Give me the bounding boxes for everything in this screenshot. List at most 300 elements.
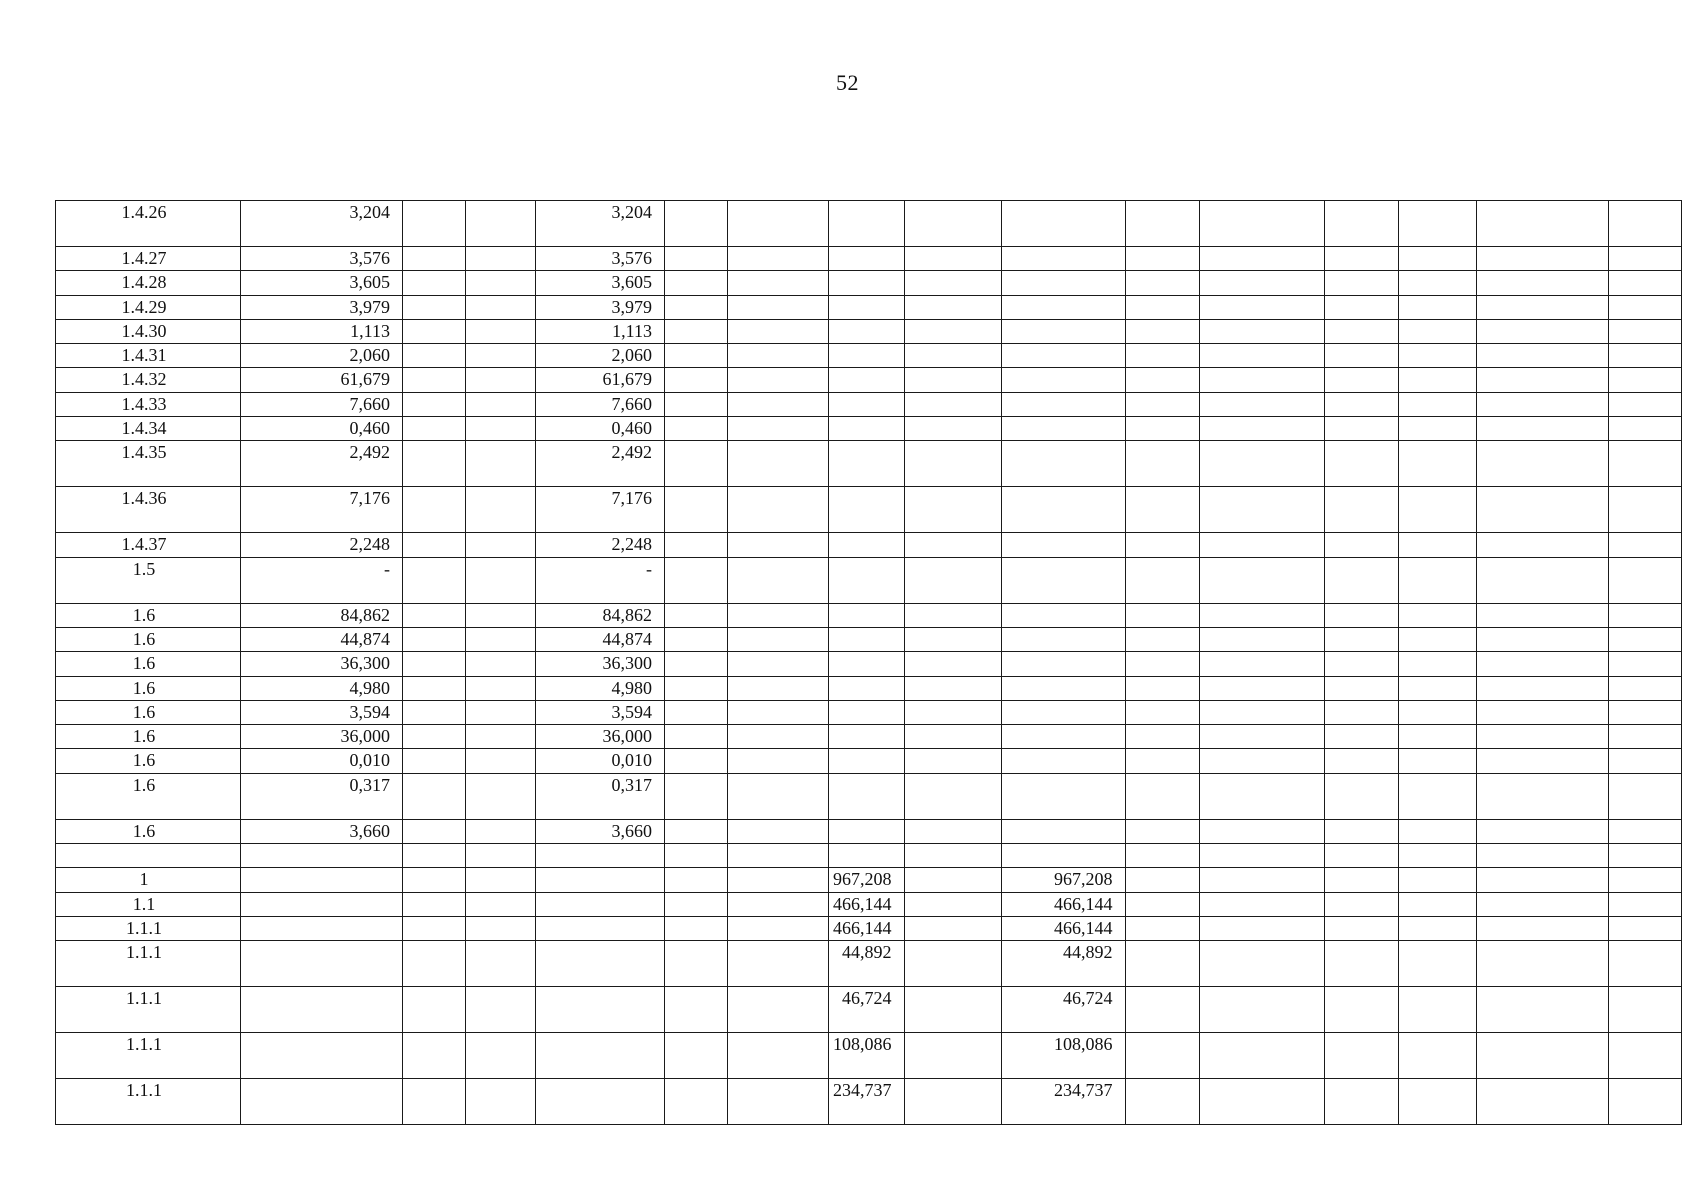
value-cell-v2 [536, 844, 665, 868]
empty-cell [1125, 868, 1199, 892]
empty-cell [466, 344, 536, 368]
value-cell-v3 [829, 344, 905, 368]
empty-cell [1398, 987, 1476, 1033]
empty-cell [1199, 749, 1324, 773]
empty-cell [403, 392, 466, 416]
row-code-cell: 1.6 [56, 700, 241, 724]
empty-cell [1324, 892, 1398, 916]
value-cell-v4 [1001, 392, 1125, 416]
empty-cell [466, 627, 536, 651]
empty-cell [904, 627, 1001, 651]
empty-cell [1125, 344, 1199, 368]
empty-cell [466, 987, 536, 1033]
value-cell-v2: 3,594 [536, 700, 665, 724]
empty-cell [466, 271, 536, 295]
table-row [56, 987, 1682, 1033]
value-cell-v4 [1001, 557, 1125, 603]
value-cell-v2: 0,460 [536, 417, 665, 441]
empty-cell [403, 773, 466, 819]
empty-cell [1608, 603, 1681, 627]
value-cell-v4: 967,208 [1001, 868, 1125, 892]
empty-cell [728, 603, 829, 627]
value-cell-v2: 7,176 [536, 487, 665, 533]
empty-cell [1125, 368, 1199, 392]
empty-cell [1324, 533, 1398, 557]
empty-cell [1608, 819, 1681, 843]
value-cell-v4 [1001, 819, 1125, 843]
value-cell-v4 [1001, 295, 1125, 319]
value-cell-v4 [1001, 487, 1125, 533]
empty-cell [904, 941, 1001, 987]
empty-cell [728, 247, 829, 271]
value-cell-v4 [1001, 700, 1125, 724]
empty-cell [1476, 1033, 1608, 1079]
empty-cell [1199, 1079, 1324, 1125]
row-code-cell: 1.4.29 [56, 295, 241, 319]
value-cell-v1 [241, 1079, 403, 1125]
empty-cell [1476, 652, 1608, 676]
empty-cell [1324, 271, 1398, 295]
row-code-cell: 1.4.36 [56, 487, 241, 533]
empty-cell [466, 295, 536, 319]
empty-cell [904, 201, 1001, 247]
value-cell-v2 [536, 987, 665, 1033]
empty-cell [1199, 941, 1324, 987]
table-row [56, 392, 1682, 416]
empty-cell [1199, 271, 1324, 295]
empty-cell [1608, 201, 1681, 247]
empty-cell [728, 557, 829, 603]
empty-cell [728, 441, 829, 487]
empty-cell [403, 417, 466, 441]
empty-cell [904, 868, 1001, 892]
empty-cell [1398, 700, 1476, 724]
value-cell-v3 [829, 271, 905, 295]
value-cell-v1: 0,460 [241, 417, 403, 441]
empty-cell [1125, 749, 1199, 773]
empty-cell [466, 844, 536, 868]
table-row [56, 749, 1682, 773]
value-cell-v3: 108,086 [829, 1033, 905, 1079]
empty-cell [665, 247, 728, 271]
empty-cell [1476, 916, 1608, 940]
value-cell-v1: 3,204 [241, 201, 403, 247]
empty-cell [1608, 417, 1681, 441]
empty-cell [1199, 392, 1324, 416]
value-cell-v3 [829, 749, 905, 773]
value-cell-v2: 3,576 [536, 247, 665, 271]
empty-cell [904, 749, 1001, 773]
empty-cell [1199, 987, 1324, 1033]
empty-cell [1398, 603, 1476, 627]
empty-cell [1125, 603, 1199, 627]
value-cell-v4 [1001, 749, 1125, 773]
value-cell-v4: 234,737 [1001, 1079, 1125, 1125]
empty-cell [403, 916, 466, 940]
table-row [56, 441, 1682, 487]
table-row [56, 819, 1682, 843]
empty-cell [1398, 1079, 1476, 1125]
value-cell-v2: 2,248 [536, 533, 665, 557]
empty-cell [1398, 344, 1476, 368]
empty-cell [665, 344, 728, 368]
value-cell-v2 [536, 868, 665, 892]
empty-cell [904, 392, 1001, 416]
row-code-cell: 1.4.31 [56, 344, 241, 368]
empty-cell [1398, 201, 1476, 247]
value-cell-v4: 46,724 [1001, 987, 1125, 1033]
empty-cell [1125, 676, 1199, 700]
empty-cell [466, 700, 536, 724]
empty-cell [1324, 916, 1398, 940]
value-cell-v2: - [536, 557, 665, 603]
table-row [56, 603, 1682, 627]
empty-cell [728, 368, 829, 392]
empty-cell [1199, 868, 1324, 892]
empty-cell [1199, 844, 1324, 868]
empty-cell [1199, 319, 1324, 343]
value-cell-v3 [829, 295, 905, 319]
empty-cell [904, 368, 1001, 392]
empty-cell [665, 603, 728, 627]
table-row [56, 487, 1682, 533]
row-code-cell: 1.4.28 [56, 271, 241, 295]
empty-cell [403, 368, 466, 392]
value-cell-v4 [1001, 247, 1125, 271]
row-code-cell: 1.5 [56, 557, 241, 603]
empty-cell [1199, 417, 1324, 441]
empty-cell [904, 773, 1001, 819]
value-cell-v2: 36,300 [536, 652, 665, 676]
empty-cell [1199, 725, 1324, 749]
value-cell-v4 [1001, 725, 1125, 749]
empty-cell [1398, 271, 1476, 295]
empty-cell [728, 487, 829, 533]
empty-cell [1398, 773, 1476, 819]
empty-cell [1199, 773, 1324, 819]
value-cell-v2: 2,060 [536, 344, 665, 368]
row-code-cell: 1.1.1 [56, 1079, 241, 1125]
empty-cell [1476, 773, 1608, 819]
value-cell-v1: - [241, 557, 403, 603]
empty-cell [1608, 271, 1681, 295]
empty-cell [665, 201, 728, 247]
empty-cell [1476, 892, 1608, 916]
empty-cell [1608, 247, 1681, 271]
empty-cell [728, 271, 829, 295]
empty-cell [665, 676, 728, 700]
empty-cell [466, 201, 536, 247]
table-row [56, 773, 1682, 819]
empty-cell [1476, 533, 1608, 557]
empty-cell [1125, 773, 1199, 819]
table-row [56, 319, 1682, 343]
empty-cell [904, 344, 1001, 368]
value-cell-v1: 36,300 [241, 652, 403, 676]
empty-cell [904, 1033, 1001, 1079]
row-code-cell: 1.4.35 [56, 441, 241, 487]
value-cell-v1: 61,679 [241, 368, 403, 392]
row-code-cell [56, 844, 241, 868]
row-code-cell: 1.4.32 [56, 368, 241, 392]
empty-cell [1125, 652, 1199, 676]
table-row [56, 1079, 1682, 1125]
empty-cell [728, 819, 829, 843]
empty-cell [1125, 941, 1199, 987]
value-cell-v1: 3,979 [241, 295, 403, 319]
empty-cell [728, 868, 829, 892]
empty-cell [1476, 819, 1608, 843]
empty-cell [1476, 392, 1608, 416]
empty-cell [1608, 368, 1681, 392]
value-cell-v1: 4,980 [241, 676, 403, 700]
empty-cell [1608, 987, 1681, 1033]
value-cell-v4 [1001, 271, 1125, 295]
empty-cell [904, 319, 1001, 343]
empty-cell [403, 557, 466, 603]
table-row [56, 868, 1682, 892]
value-cell-v3: 466,144 [829, 916, 905, 940]
value-cell-v2: 0,317 [536, 773, 665, 819]
table-row [56, 201, 1682, 247]
value-cell-v1: 2,492 [241, 441, 403, 487]
empty-cell [403, 892, 466, 916]
value-cell-v4: 466,144 [1001, 916, 1125, 940]
value-cell-v3: 967,208 [829, 868, 905, 892]
empty-cell [466, 868, 536, 892]
empty-cell [1199, 892, 1324, 916]
empty-cell [466, 487, 536, 533]
empty-cell [904, 892, 1001, 916]
empty-cell [904, 295, 1001, 319]
empty-cell [728, 627, 829, 651]
empty-cell [1398, 868, 1476, 892]
empty-cell [1398, 652, 1476, 676]
empty-cell [1199, 344, 1324, 368]
empty-cell [1476, 271, 1608, 295]
table-row [56, 271, 1682, 295]
empty-cell [1476, 603, 1608, 627]
table-row [56, 844, 1682, 868]
empty-cell [1398, 941, 1476, 987]
empty-cell [1199, 533, 1324, 557]
value-cell-v3 [829, 441, 905, 487]
empty-cell [403, 652, 466, 676]
empty-cell [1125, 1033, 1199, 1079]
row-code-cell: 1.1.1 [56, 987, 241, 1033]
value-cell-v2: 4,980 [536, 676, 665, 700]
value-cell-v4 [1001, 676, 1125, 700]
empty-cell [1476, 725, 1608, 749]
empty-cell [1398, 247, 1476, 271]
value-cell-v3 [829, 819, 905, 843]
value-cell-v2: 3,979 [536, 295, 665, 319]
empty-cell [466, 417, 536, 441]
value-cell-v2: 61,679 [536, 368, 665, 392]
value-cell-v4 [1001, 441, 1125, 487]
empty-cell [1398, 627, 1476, 651]
empty-cell [1125, 271, 1199, 295]
value-cell-v3 [829, 557, 905, 603]
empty-cell [1398, 844, 1476, 868]
row-code-cell: 1.1 [56, 892, 241, 916]
table-body [56, 201, 1682, 1125]
empty-cell [1398, 916, 1476, 940]
empty-cell [1398, 557, 1476, 603]
empty-cell [1608, 533, 1681, 557]
value-cell-v4 [1001, 417, 1125, 441]
empty-cell [1324, 441, 1398, 487]
value-cell-v1: 36,000 [241, 725, 403, 749]
table-row [56, 533, 1682, 557]
value-cell-v2: 0,010 [536, 749, 665, 773]
empty-cell [1324, 844, 1398, 868]
empty-cell [665, 487, 728, 533]
value-cell-v2: 84,862 [536, 603, 665, 627]
row-code-cell: 1.6 [56, 676, 241, 700]
empty-cell [665, 627, 728, 651]
empty-cell [1324, 319, 1398, 343]
empty-cell [665, 441, 728, 487]
empty-cell [1199, 557, 1324, 603]
empty-cell [1608, 676, 1681, 700]
table-row [56, 368, 1682, 392]
table-row [56, 941, 1682, 987]
empty-cell [665, 417, 728, 441]
row-code-cell: 1.1.1 [56, 916, 241, 940]
value-cell-v4 [1001, 627, 1125, 651]
value-cell-v2 [536, 1033, 665, 1079]
empty-cell [1398, 533, 1476, 557]
value-cell-v4 [1001, 201, 1125, 247]
empty-cell [1324, 652, 1398, 676]
value-cell-v2 [536, 916, 665, 940]
empty-cell [665, 319, 728, 343]
empty-cell [466, 725, 536, 749]
empty-cell [1199, 201, 1324, 247]
empty-cell [1125, 441, 1199, 487]
empty-cell [1199, 295, 1324, 319]
value-cell-v4 [1001, 652, 1125, 676]
value-cell-v1: 44,874 [241, 627, 403, 651]
empty-cell [728, 941, 829, 987]
empty-cell [403, 676, 466, 700]
row-code-cell: 1.6 [56, 603, 241, 627]
empty-cell [665, 368, 728, 392]
table-row [56, 676, 1682, 700]
empty-cell [1324, 819, 1398, 843]
empty-cell [1476, 441, 1608, 487]
empty-cell [403, 627, 466, 651]
value-cell-v4 [1001, 344, 1125, 368]
empty-cell [728, 916, 829, 940]
row-code-cell: 1.6 [56, 773, 241, 819]
empty-cell [904, 916, 1001, 940]
empty-cell [728, 700, 829, 724]
value-cell-v3 [829, 603, 905, 627]
empty-cell [728, 987, 829, 1033]
empty-cell [904, 247, 1001, 271]
value-cell-v1 [241, 916, 403, 940]
empty-cell [665, 987, 728, 1033]
empty-cell [1398, 487, 1476, 533]
row-code-cell: 1.4.27 [56, 247, 241, 271]
empty-cell [1125, 247, 1199, 271]
table-row [56, 916, 1682, 940]
value-cell-v1 [241, 868, 403, 892]
table-row [56, 1033, 1682, 1079]
value-cell-v3 [829, 676, 905, 700]
empty-cell [466, 557, 536, 603]
value-cell-v3 [829, 533, 905, 557]
value-cell-v1: 7,660 [241, 392, 403, 416]
value-cell-v3 [829, 247, 905, 271]
empty-cell [1398, 725, 1476, 749]
empty-cell [1476, 1079, 1608, 1125]
value-cell-v3: 46,724 [829, 987, 905, 1033]
empty-cell [1476, 700, 1608, 724]
empty-cell [904, 819, 1001, 843]
empty-cell [904, 441, 1001, 487]
empty-cell [1125, 916, 1199, 940]
value-cell-v3 [829, 844, 905, 868]
table-row [56, 417, 1682, 441]
empty-cell [1125, 700, 1199, 724]
empty-cell [1398, 1033, 1476, 1079]
empty-cell [1324, 773, 1398, 819]
empty-cell [1324, 749, 1398, 773]
empty-cell [1608, 652, 1681, 676]
empty-cell [904, 725, 1001, 749]
row-code-cell: 1.6 [56, 627, 241, 651]
empty-cell [904, 987, 1001, 1033]
empty-cell [1608, 319, 1681, 343]
empty-cell [1199, 700, 1324, 724]
empty-cell [1324, 487, 1398, 533]
empty-cell [466, 941, 536, 987]
empty-cell [1608, 1079, 1681, 1125]
empty-cell [403, 533, 466, 557]
empty-cell [466, 749, 536, 773]
empty-cell [728, 652, 829, 676]
row-code-cell: 1.4.33 [56, 392, 241, 416]
empty-cell [1608, 441, 1681, 487]
value-cell-v3 [829, 201, 905, 247]
empty-cell [904, 652, 1001, 676]
empty-cell [665, 749, 728, 773]
empty-cell [466, 441, 536, 487]
value-cell-v3 [829, 773, 905, 819]
table-row [56, 247, 1682, 271]
empty-cell [728, 533, 829, 557]
value-cell-v2: 7,660 [536, 392, 665, 416]
empty-cell [1476, 344, 1608, 368]
value-cell-v1: 84,862 [241, 603, 403, 627]
empty-cell [665, 1033, 728, 1079]
empty-cell [728, 295, 829, 319]
empty-cell [403, 441, 466, 487]
empty-cell [1608, 868, 1681, 892]
empty-cell [904, 417, 1001, 441]
empty-cell [466, 368, 536, 392]
value-cell-v4 [1001, 773, 1125, 819]
table-row [56, 295, 1682, 319]
value-cell-v2: 1,113 [536, 319, 665, 343]
empty-cell [1476, 868, 1608, 892]
empty-cell [1398, 295, 1476, 319]
empty-cell [1608, 295, 1681, 319]
value-cell-v1 [241, 844, 403, 868]
